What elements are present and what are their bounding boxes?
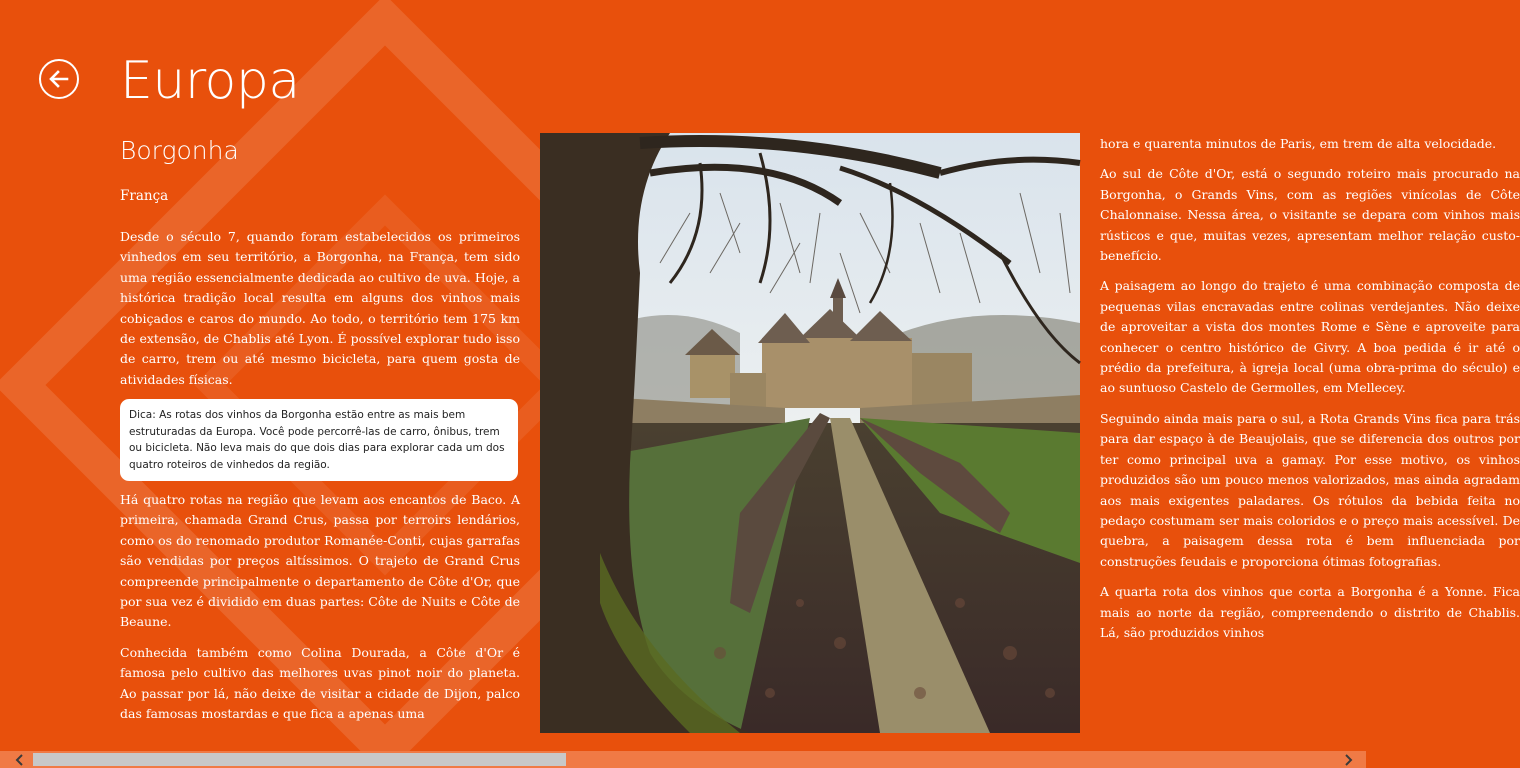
article-country: França [120,188,169,204]
chevron-left-icon [15,754,25,766]
scroll-left-button[interactable] [10,751,30,768]
article-column-2 [1100,134,1520,653]
article-column-1-top [120,227,520,400]
paragraph: hora e quarenta minutos de Paris, em trem de alta velocidade. [1100,136,1497,151]
scroll-thumb[interactable] [33,753,566,766]
chevron-right-icon [1343,754,1353,766]
article-heading: Borgonha [120,136,239,165]
back-button[interactable] [39,59,79,99]
paragraph: A paisagem ao longo do trajeto é uma combinação composta de pequenas vilas encravadas entre colinas verdejantes. Não deixe de aproveitar a vista dos montes Rome e Sène e aproveite para conhecer o centro histórico de Givry. A boa pedida é ir até o prédio da prefeitura, à igreja local (uma obra-prima do século) e ao suntuoso Castelo de Germolles, em Mellecey. [1100,278,1520,396]
paragraph: A quarta rota dos vinhos que corta a Borgonha é a Yonne. Fica mais ao norte da região, compreendendo o distrito de Chablis. Lá, são produzidos vinhos [1100,584,1520,640]
paragraph: Há quatro rotas na região que levam aos encantos de Baco. A primeira, chamada Grand Crus, passa por terroirs lendários, como os do renomado produtor Romanée-Conti, cujas garrafas são vendidas por preços altíssimos. O trajeto de Grand Crus compreende principalmente o departamento de Côte d'Or, que por sua vez é dividido em duas partes: Côte de Nuits e Côte de Beaune. [120,492,520,630]
tip-text: Dica: As rotas dos vinhos da Borgonha estão entre as mais bem estruturadas da Europa. Você pode percorrê-las de carro, ônibus, trem ou bicicleta. Não leva mais do que dois dias para explorar cada um dos quatro roteiros de vinhedos da região. [129,409,505,471]
scroll-right-button[interactable] [1338,751,1358,768]
article-column-1-bottom [120,490,520,734]
paragraph: Desde o século 7, quando foram estabelecidos os primeiros vinhedos em seu território, a Borgonha, na França, tem sido uma região essencialmente dedicada ao cultivo de uva. Hoje, a histórica tradição local resulta em alguns dos vinhos mais cobiçados e caros do mundo. Ao todo, o território tem 175 km de extensão, de Chablis até Lyon. É possível explorar tudo isso de carro, trem ou até mesmo bicicleta, para quem gosta de atividades físicas. [120,229,520,387]
paragraph: Ao sul de Côte d'Or, está o segundo roteiro mais procurado na Borgonha, o Grands Vins, com as regiões vinícolas de Côte Chalonnaise. Nessa área, o visitante se depara com vinhos mais rústicos e que, muitas vezes, apresentam melhor relação custo-benefício. [1100,166,1520,264]
paragraph: Conhecida também como Colina Dourada, a Côte d'Or é famosa pelo cultivo das melhores uvas pinot noir do planeta. Ao passar por lá, não deixe de visitar a cidade de Dijon, palco das famosas mostardas e que fica a apenas uma [120,644,520,722]
page-title: Europa [120,51,300,111]
tip-box [120,399,518,481]
paragraph: Seguindo ainda mais para o sul, a Rota Grands Vins fica para trás para dar espaço à de Beaujolais, que se diferencia dos outros por ter como principal uva a gamay. Por esse motivo, os vinhos produzidos são um pouco menos valorizados, mas ainda agradam aos mais exigentes paladares. Os rótulos da bebida feita no pedaço costumam ser mais coloridos e o preço mais acessível. De quebra, a paisagem dessa rota é bem influenciada por construções feudais e proporciona ótimas fotografias. [1100,410,1520,569]
castle-photo [540,133,1080,733]
back-arrow-icon [47,67,71,91]
